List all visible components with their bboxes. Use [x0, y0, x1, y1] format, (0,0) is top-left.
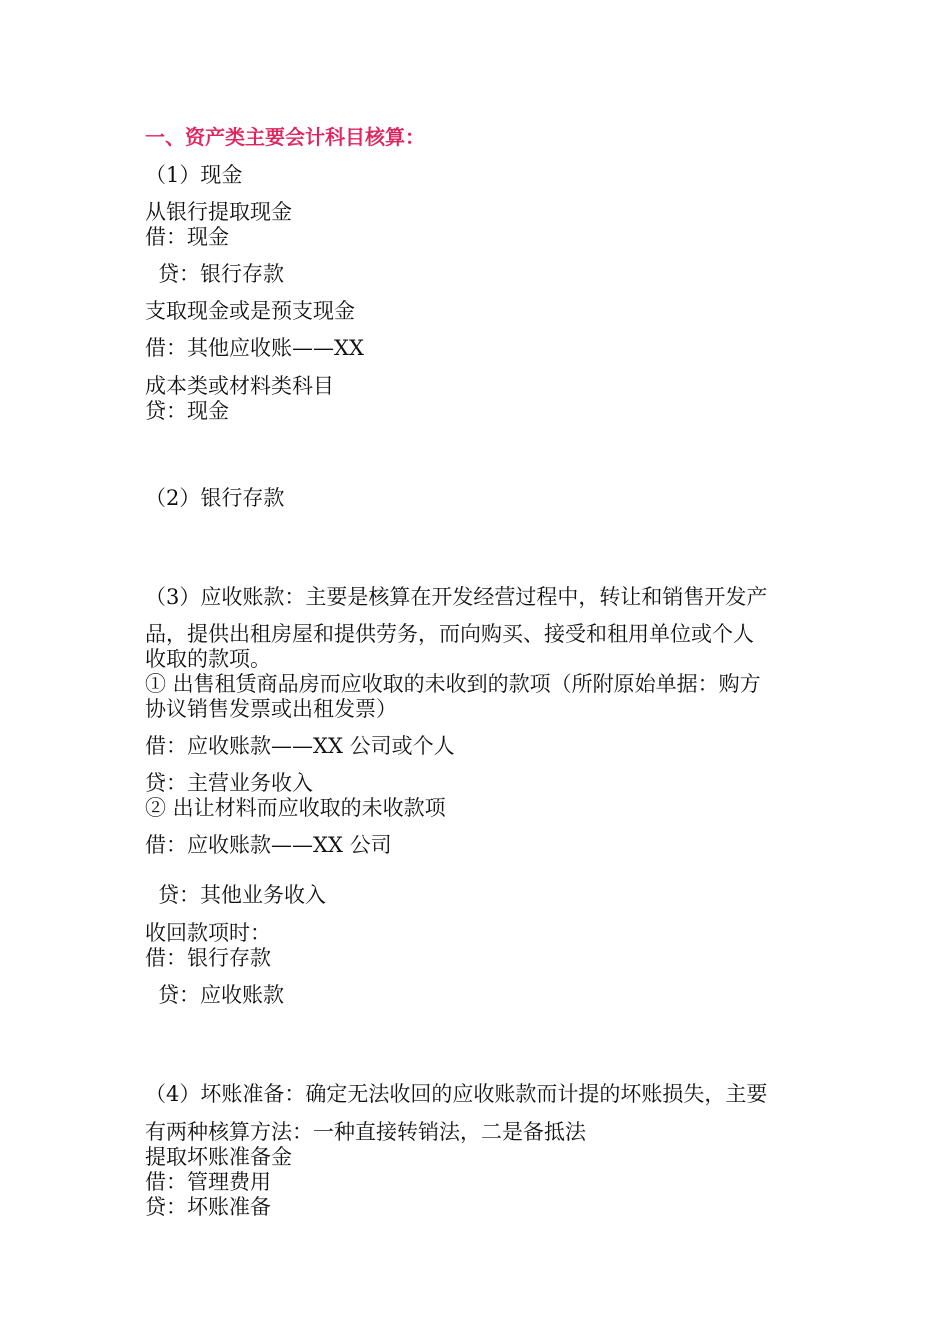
text-line: ② 出让材料而应收取的未收款项	[145, 796, 446, 820]
text-line: 成本类或材料类科目	[145, 374, 334, 398]
text-line: 从银行提取现金	[145, 200, 292, 224]
text-line: 提取坏账准备金	[145, 1145, 292, 1169]
text-line: 支取现金或是预支现金	[145, 299, 355, 323]
text-line: 贷：主营业务收入	[145, 771, 313, 795]
text-line: 收回款项时：	[145, 921, 271, 945]
text-line: 协议销售发票或出租发票）	[145, 697, 397, 721]
text-line: 贷：其他业务收入	[158, 883, 326, 907]
section-heading-receivables: （3）应收账款：主要是核算在开发经营过程中，转让和销售开发产	[145, 585, 768, 609]
section-heading-bad-debt: （4）坏账准备：确定无法收回的应收账款而计提的坏账损失，主要	[145, 1082, 768, 1106]
text-line: 借：其他应收账——XX	[145, 336, 364, 360]
text-line: 借：银行存款	[145, 946, 271, 970]
text-line: 收取的款项。	[145, 647, 271, 671]
text-line: ① 出售租赁商品房而应收取的未收到的款项（所附原始单据：购方	[145, 672, 761, 696]
text-line: 贷：现金	[145, 399, 229, 423]
document-title: 一、资产类主要会计科目核算：	[145, 125, 425, 149]
text-line: 借：现金	[145, 225, 229, 249]
text-line: 借：应收账款——XX 公司	[145, 833, 392, 857]
section-heading-bank: （2）银行存款	[145, 486, 285, 510]
text-line: 贷：应收账款	[158, 983, 284, 1007]
section-heading-cash: （1）现金	[145, 163, 243, 187]
text-line: 借：管理费用	[145, 1170, 271, 1194]
text-line: 贷：坏账准备	[145, 1195, 271, 1219]
text-line: 品，提供出租房屋和提供劳务，而向购买、接受和租用单位或个人	[145, 622, 754, 646]
text-line: 有两种核算方法：一种直接转销法，二是备抵法	[145, 1120, 586, 1144]
text-line: 借：应收账款——XX 公司或个人	[145, 734, 455, 758]
text-line: 贷：银行存款	[158, 262, 284, 286]
